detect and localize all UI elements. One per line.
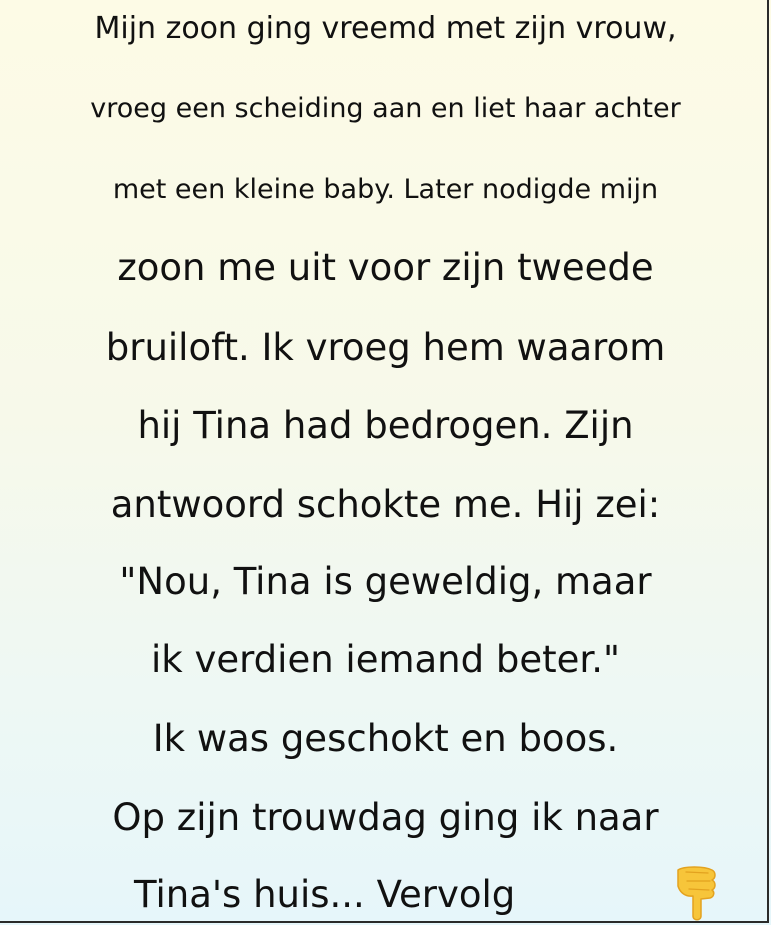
story-line-1: Mijn zoon ging vreemd met zijn vrouw, [94,11,677,46]
story-line-2: vroeg een scheiding aan en liet haar achter [90,93,681,124]
story-line-3: met een kleine baby. Later nodigde mijn [112,174,659,205]
story-line-8: "Nou, Tina is geweldig, maar [119,560,652,603]
story-line-4: zoon me uit voor zijn tweede [117,246,654,289]
story-line-10: Ik was geschokt en boos. [152,717,619,760]
story-line-5: bruiloft. Ik vroeg hem waarom [105,326,666,369]
story-line-9: ik verdien iemand beter." [150,638,620,681]
story-line-7: antwoord schokte me. Hij zei: [110,483,661,526]
story-line-11: Op zijn trouwdag ging ik naar [112,796,659,839]
story-line-6: hij Tina had bedrogen. Zijn [137,404,634,447]
story-line-12: Tina's huis... Vervolg [134,873,516,916]
backhand-index-pointing-down-icon [672,866,718,922]
